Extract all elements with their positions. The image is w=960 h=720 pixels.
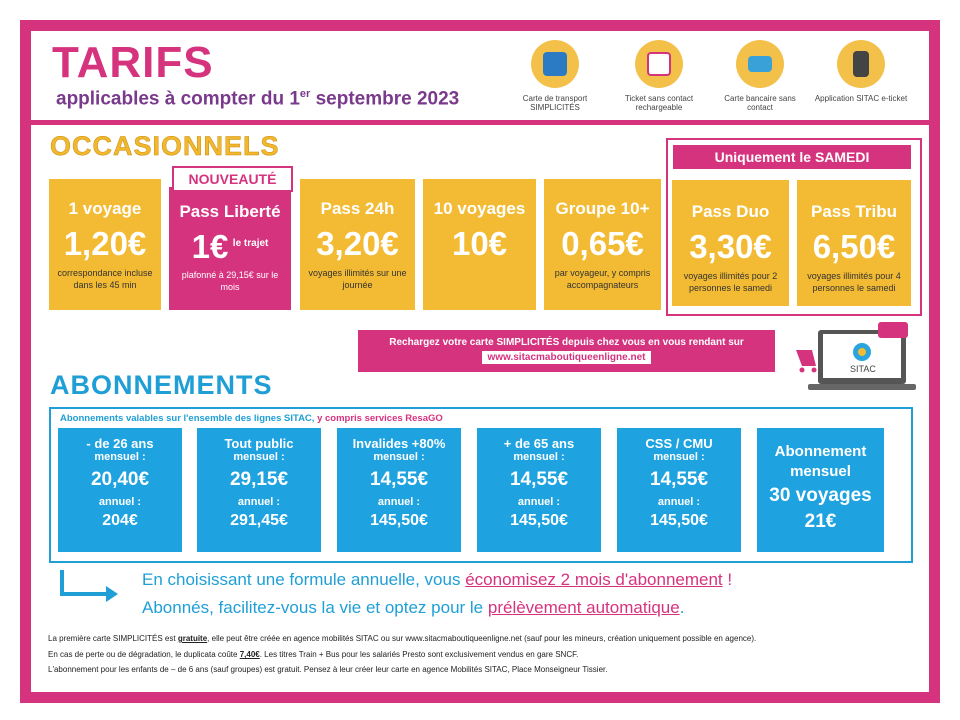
- payment-bank-card: Carte bancaire sans contact: [712, 40, 808, 112]
- abonnements-note: Abonnements valables sur l'ensemble des lignes SITAC, y compris services ResaGO: [60, 413, 443, 424]
- samedi-title: Uniquement le SAMEDI: [673, 145, 911, 169]
- payment-transport-card: Carte de transport SIMPLICITÉS: [507, 40, 603, 112]
- tariff-pass-liberte: Pass Liberté 1€ $^{le trajet}$ plafonné à 29,15€ sur le mois: [169, 187, 291, 310]
- message-prelevement: Abonnés, facilitez-vous la vie et optez pour le prélèvement automatique.: [142, 598, 685, 617]
- transport-card-icon: [531, 40, 579, 88]
- new-badge: NOUVEAUTÉ: [172, 166, 293, 192]
- tariff-1-voyage: 1 voyage 1,20€ correspondance incluse dans les 45 min: [49, 179, 161, 310]
- mobile-app-icon: [837, 40, 885, 88]
- tariff-pass-24h: Pass 24h 3,20€ voyages illimités sur une journée: [300, 179, 415, 310]
- abo-30-voyages: Abonnement mensuel 30 voyages 21€: [757, 428, 884, 552]
- payment-mobile-app: Application SITAC e-ticket: [813, 40, 909, 103]
- footer-line-2: En cas de perte ou de dégradation, le duplicata coûte 7,40€. Les titres Train + Bus pour les salariés Presto sont exclusivement vendus en gare SNCF.: [48, 650, 579, 659]
- tariff-10-voyages: 10 voyages 10€: [423, 179, 536, 310]
- abo-moins-26: - de 26 ans mensuel : 20,40€ annuel : 204€: [58, 428, 182, 552]
- abo-invalides: Invalides +80% mensuel : 14,55€ annuel : 145,50€: [337, 428, 461, 552]
- arrow-icon: [58, 570, 120, 602]
- abonnements-title: ABONNEMENTS: [50, 370, 273, 400]
- message-annual: En choisissant une formule annuelle, vous économisez 2 mois d'abonnement !: [142, 570, 733, 589]
- tariff-groupe: Groupe 10+ 0,65€ par voyageur, y compris accompagnateurs: [544, 179, 661, 310]
- recharge-link[interactable]: www.sitacmaboutiqueenligne.net: [482, 351, 652, 364]
- contactless-ticket-icon: [635, 40, 683, 88]
- page-title: TARIFS: [52, 38, 214, 87]
- abo-css-cmu: CSS / CMU mensuel : 14,55€ annuel : 145,50€: [617, 428, 741, 552]
- payment-contactless-ticket: Ticket sans contact rechargeable: [611, 40, 707, 112]
- laptop-icon: SITAC: [790, 322, 925, 394]
- abo-plus-65: + de 65 ans mensuel : 14,55€ annuel : 145,50€: [477, 428, 601, 552]
- footer-line-1: La première carte SIMPLICITÉS est gratuite, elle peut être créée en agence mobilités SITAC ou sur www.sitacmaboutiqueenligne.net (sauf pour les mineurs, création uniquement possible en agence).: [48, 634, 757, 643]
- recharge-banner: Rechargez votre carte SIMPLICITÉS depuis chez vous en vous rendant sur www.sitacmaboutiqueenligne.net: [358, 330, 775, 372]
- header-divider: [31, 120, 929, 125]
- page-subtitle: applicables à compter du 1er septembre 2023: [56, 88, 460, 110]
- tariff-pass-tribu: Pass Tribu 6,50€ voyages illimités pour 4 personnes le samedi: [797, 180, 911, 306]
- tariff-pass-duo: Pass Duo 3,30€ voyages illimités pour 2 personnes le samedi: [672, 180, 789, 306]
- abo-tout-public: Tout public mensuel : 29,15€ annuel : 291,45€: [197, 428, 321, 552]
- footer-line-3: L'abonnement pour les enfants de – de 6 ans (sauf groupes) est gratuit. Pensez à leur créer leur carte en agence Mobilités SITAC, Place Monseigneur Tissier.: [48, 665, 608, 674]
- bank-card-icon: [736, 40, 784, 88]
- occasionnels-title: OCCASIONNELS: [50, 131, 280, 161]
